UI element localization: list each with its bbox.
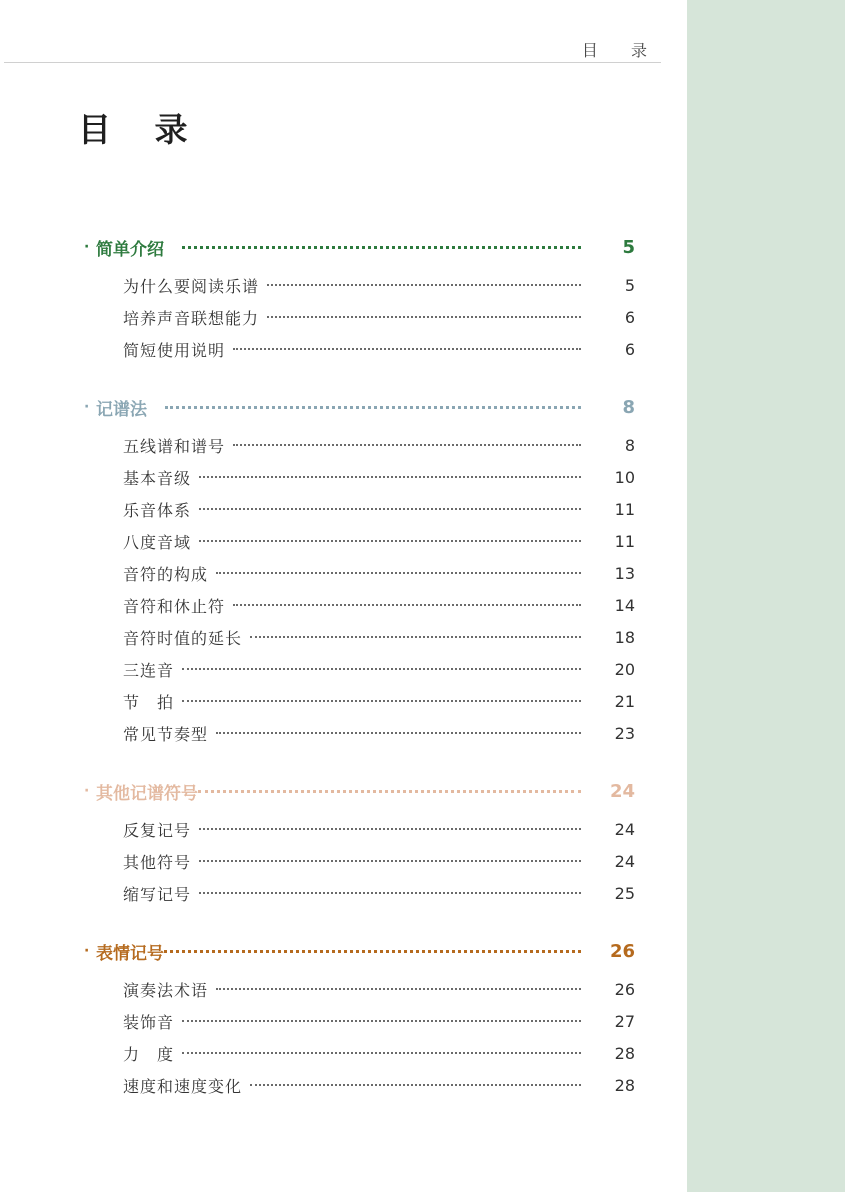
dot-leader xyxy=(216,988,581,990)
toc-section-notation[interactable] xyxy=(84,395,635,419)
item-page-number: 13 xyxy=(614,563,635,583)
toc-item[interactable] xyxy=(123,817,635,841)
item-page-number: 10 xyxy=(614,467,635,487)
item-page-number: 26 xyxy=(614,979,635,999)
dot-leader xyxy=(198,790,581,793)
dot-leader xyxy=(182,246,581,249)
item-title: 乐音体系 xyxy=(123,500,192,520)
item-title: 装饰音 xyxy=(123,1012,175,1032)
toc-item[interactable] xyxy=(123,721,635,745)
toc-item[interactable] xyxy=(123,689,635,713)
item-title: 基本音级 xyxy=(123,468,192,488)
toc-item[interactable] xyxy=(123,433,635,457)
toc-item[interactable] xyxy=(123,657,635,681)
running-head: 目 录 xyxy=(581,41,661,60)
toc-item[interactable] xyxy=(123,977,635,1001)
item-title: 为什么要阅读乐谱 xyxy=(123,276,260,296)
item-title: 音符和休止符 xyxy=(123,596,226,616)
item-title: 节 拍 xyxy=(123,692,175,712)
item-page-number: 11 xyxy=(614,531,635,551)
item-page-number: 24 xyxy=(614,819,635,839)
dot-leader xyxy=(182,700,581,702)
toc-item[interactable] xyxy=(123,849,635,873)
item-title: 音符时值的延长 xyxy=(123,628,243,648)
page-title: 目 录 xyxy=(78,110,204,149)
section-page-number: 24 xyxy=(609,780,635,802)
item-title: 反复记号 xyxy=(123,820,192,840)
toc-item[interactable] xyxy=(123,1041,635,1065)
item-page-number: 25 xyxy=(614,883,635,903)
dot-leader xyxy=(165,406,581,409)
toc-item[interactable] xyxy=(123,273,635,297)
toc-item[interactable] xyxy=(123,337,635,361)
item-page-number: 8 xyxy=(624,435,635,455)
toc-section-other-symbols[interactable] xyxy=(84,779,635,803)
dot-leader xyxy=(199,828,581,830)
item-page-number: 28 xyxy=(614,1075,635,1095)
item-page-number: 6 xyxy=(624,307,635,327)
dot-leader xyxy=(164,950,581,953)
item-title: 速度和速度变化 xyxy=(123,1076,243,1096)
dot-leader xyxy=(267,284,581,286)
item-page-number: 6 xyxy=(624,339,635,359)
dot-leader xyxy=(216,732,581,734)
dot-leader xyxy=(182,1020,581,1022)
item-title: 演奏法术语 xyxy=(123,980,209,1000)
dot-leader xyxy=(216,572,581,574)
item-page-number: 21 xyxy=(614,691,635,711)
item-title: 常见节奏型 xyxy=(123,724,209,744)
toc-item[interactable] xyxy=(123,497,635,521)
dot-leader xyxy=(199,860,581,862)
item-title: 简短使用说明 xyxy=(123,340,226,360)
dot-leader xyxy=(250,636,581,638)
section-page-number: 8 xyxy=(622,396,635,418)
sidebar-color-band xyxy=(687,0,845,1192)
toc-item[interactable] xyxy=(123,465,635,489)
section-bullet: · xyxy=(84,239,90,255)
toc-section-expression[interactable] xyxy=(84,939,635,963)
item-page-number: 23 xyxy=(614,723,635,743)
item-page-number: 24 xyxy=(614,851,635,871)
item-page-number: 18 xyxy=(614,627,635,647)
toc-item[interactable] xyxy=(123,593,635,617)
item-title: 其他符号 xyxy=(123,852,192,872)
toc-item[interactable] xyxy=(123,625,635,649)
toc-item[interactable] xyxy=(123,1073,635,1097)
toc-section-intro[interactable] xyxy=(84,235,635,259)
section-title: 简单介绍 xyxy=(96,239,164,260)
item-title: 音符的构成 xyxy=(123,564,209,584)
item-page-number: 5 xyxy=(624,275,635,295)
item-title: 八度音域 xyxy=(123,532,192,552)
section-bullet: · xyxy=(84,399,90,415)
section-bullet: · xyxy=(84,943,90,959)
dot-leader xyxy=(233,604,581,606)
dot-leader xyxy=(182,668,581,670)
item-page-number: 28 xyxy=(614,1043,635,1063)
item-title: 五线谱和谱号 xyxy=(123,436,226,456)
dot-leader xyxy=(182,1052,581,1054)
toc-item[interactable] xyxy=(123,1009,635,1033)
item-page-number: 11 xyxy=(614,499,635,519)
item-title: 三连音 xyxy=(123,660,175,680)
dot-leader xyxy=(250,1084,581,1086)
dot-leader xyxy=(199,508,581,510)
item-title: 培养声音联想能力 xyxy=(123,308,260,328)
item-title: 力 度 xyxy=(123,1044,175,1064)
item-title: 缩写记号 xyxy=(123,884,192,904)
dot-leader xyxy=(267,316,581,318)
section-bullet: · xyxy=(84,783,90,799)
dot-leader xyxy=(233,444,581,446)
dot-leader xyxy=(199,892,581,894)
section-title: 表情记号 xyxy=(96,943,164,964)
toc-item[interactable] xyxy=(123,305,635,329)
section-title: 其他记谱符号 xyxy=(96,783,198,804)
item-page-number: 20 xyxy=(614,659,635,679)
dot-leader xyxy=(199,476,581,478)
section-page-number: 26 xyxy=(609,940,635,962)
toc-item[interactable] xyxy=(123,561,635,585)
toc-item[interactable] xyxy=(123,881,635,905)
dot-leader xyxy=(233,348,581,350)
dot-leader xyxy=(199,540,581,542)
item-page-number: 14 xyxy=(614,595,635,615)
toc-item[interactable] xyxy=(123,529,635,553)
item-page-number: 27 xyxy=(614,1011,635,1031)
section-title: 记谱法 xyxy=(96,399,147,420)
section-page-number: 5 xyxy=(622,236,635,258)
